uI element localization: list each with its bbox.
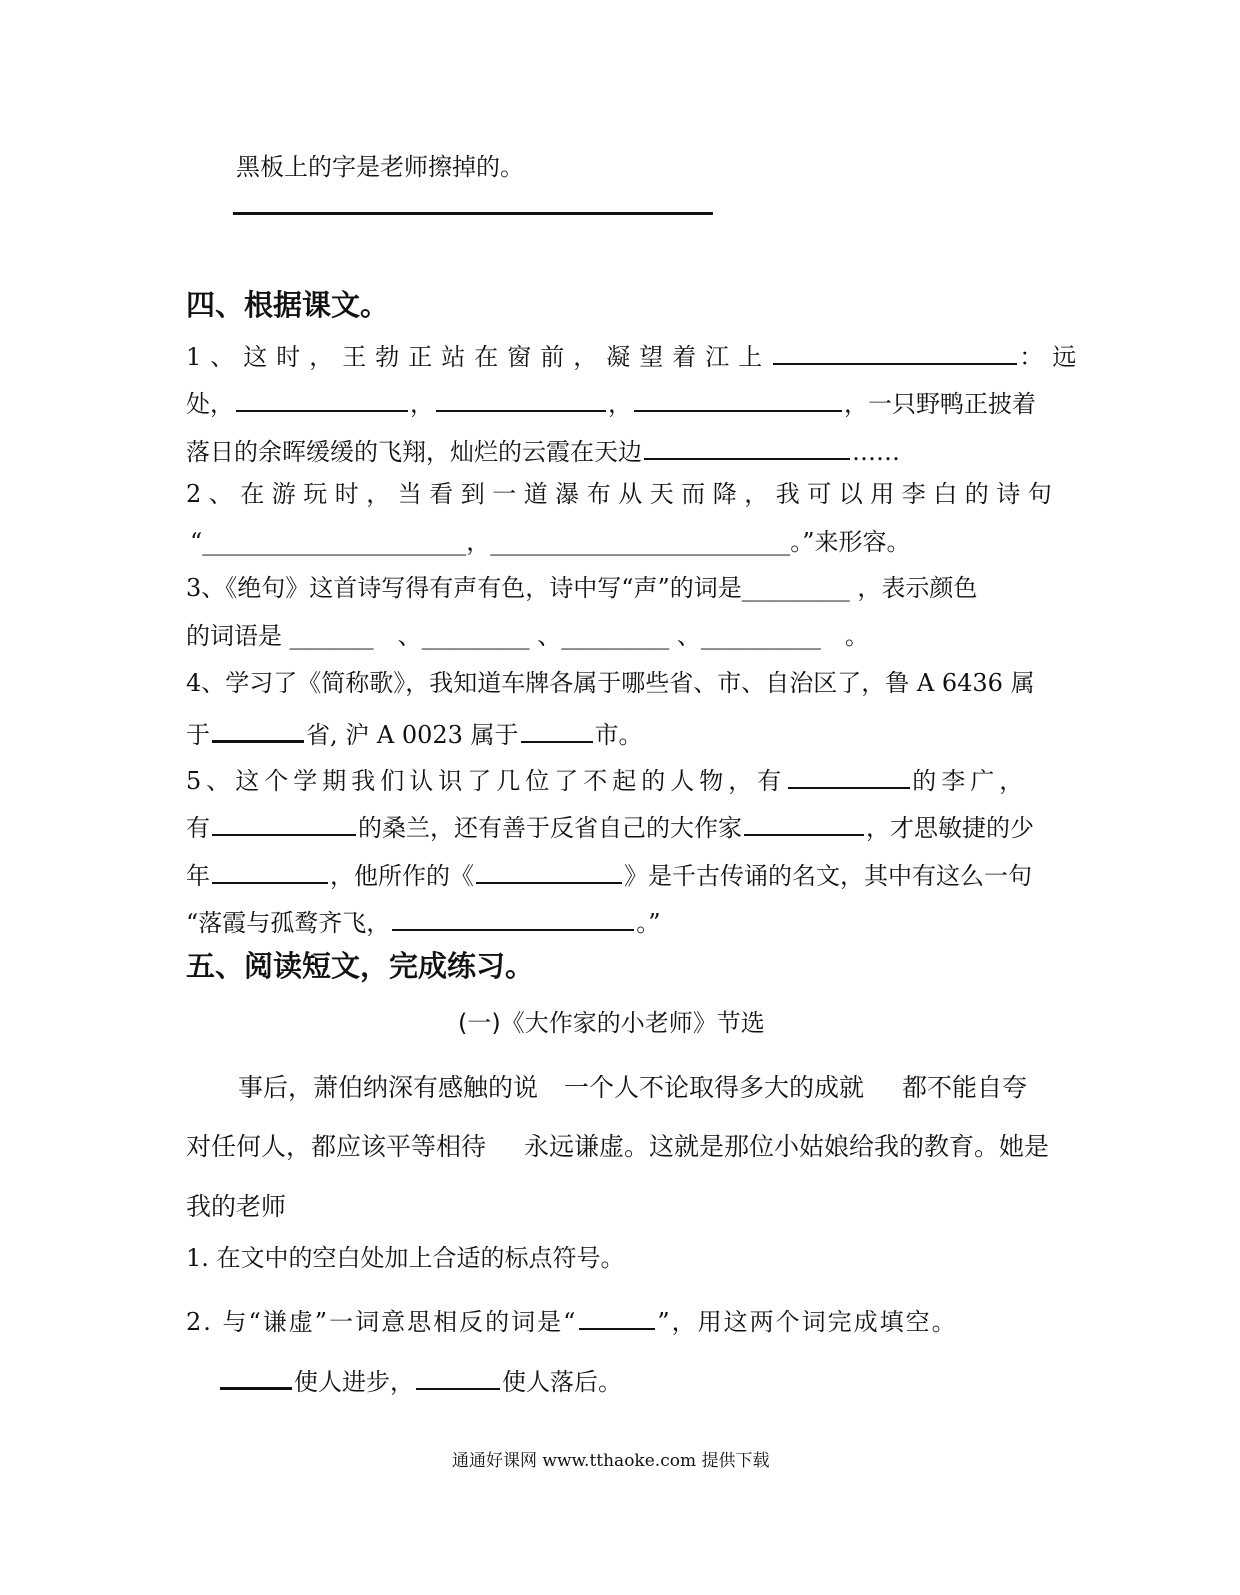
q1-line3 xyxy=(186,436,900,464)
passage-line2 xyxy=(186,1127,1049,1163)
q5-text-j: 。” xyxy=(636,909,661,937)
q1-blank-1[interactable] xyxy=(773,341,1017,365)
passage-text-e: 永远谦虚。这就是那位小姑娘给我的教育。她是 xyxy=(524,1132,1050,1161)
passage-line1 xyxy=(238,1068,1027,1104)
q4-line1: 4、学习了《简称歌》，我知道车牌各属于哪些省、市、自治区了，鲁 A 6436 属 xyxy=(186,669,1035,697)
sentence-line: 黑板上的字是老师擦掉的。 xyxy=(236,153,524,181)
q5-text-f: 年 xyxy=(186,862,210,890)
s5-q2-line1 xyxy=(186,1306,958,1334)
q1-text-c: 处， xyxy=(186,390,234,418)
q5-text-h: 》是千古传诵的名文，其中有这么一句 xyxy=(624,862,1032,890)
q5-line3 xyxy=(186,860,1032,888)
q5-line1 xyxy=(186,765,1028,793)
q5-blank-4[interactable] xyxy=(212,860,328,884)
passage-text-d: 对任何人，都应该平等相待 xyxy=(186,1132,487,1161)
q1-blank-5[interactable] xyxy=(644,436,850,460)
s5-q2-text-d: 使人落后。 xyxy=(502,1368,622,1396)
q1-comma-2: ， xyxy=(608,390,632,418)
q4-line2 xyxy=(186,718,643,747)
q1-blank-4[interactable] xyxy=(634,388,842,412)
passage-text-b: 一个人不论取得多大的成就 xyxy=(564,1073,865,1102)
passage-text-a: 事后，萧伯纳深有感触的说 xyxy=(238,1073,539,1102)
s5-q2-text-a: 2. 与“谦虚”一词意思相反的词是“ xyxy=(186,1308,578,1336)
q1-text-a: 1、这时，王勃正站在窗前，凝望着江上 xyxy=(186,343,772,371)
s5-q2-text-c: 使人进步， xyxy=(294,1368,414,1396)
q1-text-d: ，一只野鸭正披着 xyxy=(844,390,1036,418)
q5-text-d: 的桑兰，还有善于反省自己的大作家 xyxy=(358,814,742,842)
q5-blank-1[interactable] xyxy=(788,765,910,789)
q5-text-g: ，他所作的《 xyxy=(330,862,474,890)
q5-blank-6[interactable] xyxy=(392,907,634,931)
q1-line2 xyxy=(186,388,1036,416)
q1-text-e: 落日的余晖缓缓的飞翔，灿烂的云霞在天边 xyxy=(186,438,642,466)
answer-line xyxy=(233,212,713,215)
q1-comma-1: ， xyxy=(410,390,434,418)
q5-line4 xyxy=(186,907,661,935)
q5-line2 xyxy=(186,812,1034,840)
s5-q2-line2 xyxy=(218,1365,622,1394)
q5-text-b: 的李广， xyxy=(912,767,1029,795)
q5-text-e: ，才思敏捷的少 xyxy=(866,814,1034,842)
q1-line1 xyxy=(186,341,1085,369)
q2-line1: 2、在游玩时，当看到一道瀑布从天而降，我可以用李白的诗句 xyxy=(186,480,1060,508)
q4-blank-1[interactable] xyxy=(212,718,304,743)
q4-text-c: 市。 xyxy=(594,721,643,749)
footer-text: 通通好课网 www.tthaoke.com 提供下载 xyxy=(452,1451,770,1471)
passage-title: (一)《大作家的小老师》节选 xyxy=(458,1009,765,1037)
q1-blank-3[interactable] xyxy=(436,388,606,412)
q5-blank-3[interactable] xyxy=(744,812,864,836)
q3-line1: 3、《绝句》这首诗写得有声有色，诗中写“声”的词是_________ ，表示颜色 xyxy=(186,574,978,602)
q2-line2: “______________________，_________________________。”来形容。 xyxy=(190,528,911,556)
q5-text-a: 5、这个学期我们认识了几位了不起的人物，有 xyxy=(186,767,787,795)
s5-q2-blank-2[interactable] xyxy=(220,1365,292,1390)
s5-q2-blank-3[interactable] xyxy=(416,1366,500,1390)
q1-text-b: ：远 xyxy=(1019,343,1086,371)
passage-line3: 我的老师 xyxy=(186,1192,287,1221)
section-five-heading: 五、阅读短文，完成练习。 xyxy=(186,949,535,983)
q5-blank-2[interactable] xyxy=(212,812,356,836)
q5-text-i: “落霞与孤鹜齐飞， xyxy=(186,909,391,937)
q4-text-a: 于 xyxy=(186,721,210,749)
q4-text-b: 省, 沪 A 0023 属于 xyxy=(306,721,519,749)
s5-q2-blank-1[interactable] xyxy=(579,1306,655,1330)
q5-blank-5[interactable] xyxy=(476,860,622,884)
q1-blank-2[interactable] xyxy=(236,388,408,412)
passage-text-c: 都不能自夸 xyxy=(902,1073,1028,1102)
q3-line2: 的词语是 _______ 、_________ 、_________ 、__________ 。 xyxy=(186,622,869,650)
s5-q1: 1. 在文中的空白处加上合适的标点符号。 xyxy=(186,1244,625,1272)
q1-ellipsis: …… xyxy=(852,438,900,466)
q4-blank-2[interactable] xyxy=(521,719,593,743)
section-four-heading: 四、根据课文。 xyxy=(186,288,390,322)
s5-q2-text-b: ”，用这两个词完成填空。 xyxy=(657,1308,958,1336)
q5-text-c: 有 xyxy=(186,814,210,842)
